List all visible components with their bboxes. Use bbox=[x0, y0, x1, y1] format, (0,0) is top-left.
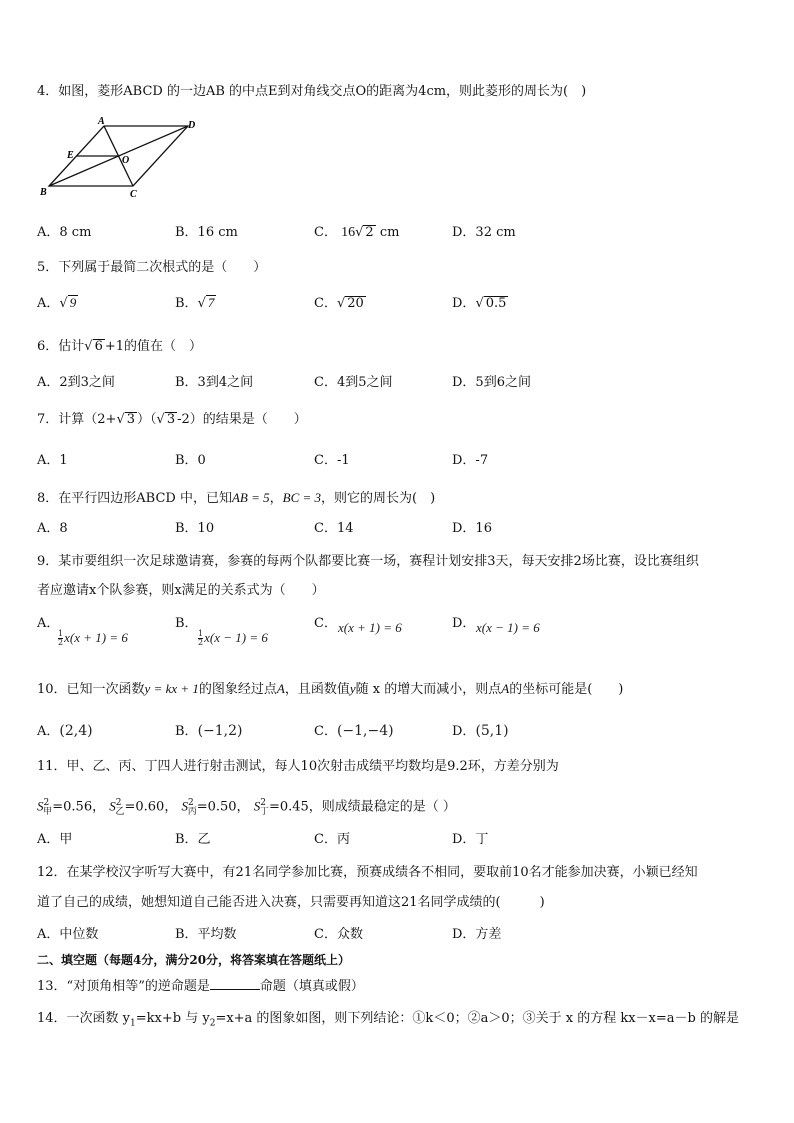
q5-option-c: C．√ 20 bbox=[314, 296, 364, 311]
q8-option-a: A．8 bbox=[37, 521, 68, 536]
label-e: E bbox=[67, 150, 74, 161]
q5-option-a: A．√ 9 bbox=[37, 295, 77, 311]
q8-option-b: B．10 bbox=[175, 521, 215, 536]
q4-option-d: D．32 cm bbox=[452, 225, 516, 240]
q12-option-c: C．众数 bbox=[314, 927, 363, 942]
q8-option-d: D．16 bbox=[452, 521, 492, 536]
q9-line1: 9．某市要组织一次足球邀请赛，参赛的每两个队都要比赛一场，赛程计划安排3天，每天安排2场比赛，设比赛组织 bbox=[37, 554, 699, 569]
q4-c-rad: 2 bbox=[365, 225, 374, 240]
q9-option-c: x(x + 1) = 6 bbox=[338, 620, 402, 635]
q10-stem: 10．已知一次函数y = kx + 1的图象经过点A，且函数值y随 x 的增大而减小，则点A的坐标可能是( ) bbox=[37, 681, 624, 697]
q4-option-b: B．16 cm bbox=[175, 225, 238, 240]
q10-option-a: A．(2,4) bbox=[37, 723, 93, 739]
q9-line2: 者应邀请x个队参赛，则x满足的关系式为（ ） bbox=[37, 583, 325, 598]
q12-line2: 道了自己的成绩，她想知道自己能否进入决赛，只需要再知道这21名同学成绩的( ) bbox=[37, 895, 545, 910]
q11-line2: $S^2_甲=0.56$， $S^2_乙=0.60$， $S^2_丙=0.50$， $S^2_丁=0.45$，则成绩最稳定的是（ ） bbox=[37, 798, 456, 817]
q8-stem: 8．在平行四边形ABCD 中，已知AB = 5，BC = 3，则它的周长为( ) bbox=[37, 490, 436, 506]
label-c: C bbox=[130, 189, 137, 200]
q6-stem: 6．估计√ 6 +1的值在（ ） bbox=[37, 339, 203, 354]
q4-option-c-label: C． bbox=[314, 225, 337, 240]
q6-option-d: D．5到6之间 bbox=[452, 375, 531, 390]
q12-line1: 12．在某学校汉字听写大赛中，有21名同学参加比赛，预赛成绩各不相同，要取前10名才能参加决赛，小颖已经知 bbox=[37, 865, 698, 880]
q9-option-b: $\frac{1}{2}$ x(x − 1) = 6 bbox=[198, 629, 268, 647]
q9-option-b-label: B． bbox=[175, 616, 198, 631]
q11-option-a: A．甲 bbox=[37, 832, 73, 847]
q10-option-b: B．(−1,2) bbox=[175, 723, 243, 739]
q11-option-d: D．丁 bbox=[452, 832, 489, 847]
q11-option-c: C．丙 bbox=[314, 832, 350, 847]
q4-option-a: A．8 cm bbox=[37, 225, 92, 240]
q12-option-b: B．平均数 bbox=[175, 927, 237, 942]
q6-option-a: A．2到3之间 bbox=[37, 375, 115, 390]
label-d: D bbox=[188, 120, 196, 131]
q11-option-b: B．乙 bbox=[175, 832, 211, 847]
q4-stem: 4．如图，菱形ABCD 的一边AB 的中点E到对角线交点O的距离为4cm，则此菱形的周长为( ) bbox=[37, 84, 587, 99]
q4-c-unit: cm bbox=[379, 225, 400, 240]
q9-option-d-label: D． bbox=[452, 616, 476, 631]
q7-option-c: C．-1 bbox=[314, 453, 350, 468]
q10-option-c: C．(−1,−4) bbox=[314, 723, 394, 739]
q7-stem: 7．计算（2+√ 3 ）（√ 3 -2）的结果是（ ） bbox=[37, 412, 307, 427]
q9-option-c-label: C． bbox=[314, 616, 337, 631]
label-a: A bbox=[98, 116, 105, 127]
label-b: B bbox=[40, 187, 47, 198]
q4-c-coef: 16 bbox=[341, 225, 356, 240]
section2-title: 二、填空题（每题4分，满分20分，将答案填在答题纸上） bbox=[37, 953, 351, 967]
q6-option-c: C．4到5之间 bbox=[314, 375, 393, 390]
q7-option-d: D．-7 bbox=[452, 453, 489, 468]
q13-stem: 13．“对顶角相等”的逆命题是 命题（填真或假） bbox=[37, 979, 364, 994]
q12-option-d: D．方差 bbox=[452, 927, 502, 942]
q5-stem: 5．下列属于最简二次根式的是（ ） bbox=[37, 260, 267, 275]
q5-option-d: D．√ 0.5 bbox=[452, 296, 507, 311]
q8-option-c: C．14 bbox=[314, 521, 354, 536]
rhombus-figure bbox=[36, 114, 206, 202]
q7-option-b: B．0 bbox=[175, 453, 206, 468]
q14-stem: 14．一次函数 $y_1=kx+b$ 与 $y_2=x+a$ 的图象如图，则下列结论：①k＜0；②a＞0；③关于 x 的方程 kx－x=a－b 的解是 bbox=[37, 1011, 739, 1029]
q11-line1: 11．甲、乙、丙、丁四人进行射击测试，每人10次射击成绩平均数均是9.2环，方差分别为 bbox=[37, 759, 559, 774]
q7-option-a: A．1 bbox=[37, 453, 68, 468]
q13-answer-blank[interactable] bbox=[210, 977, 260, 990]
q12-option-a: A．中位数 bbox=[37, 927, 99, 942]
q9-option-d: x(x − 1) = 6 bbox=[476, 620, 540, 635]
q5-option-b: B．√ 7 bbox=[175, 295, 215, 311]
q4-option-c: C． 16√ 2 cm bbox=[314, 225, 400, 240]
q10-option-d: D．(5,1) bbox=[452, 723, 509, 739]
q9-option-a-label: A． bbox=[37, 616, 60, 631]
label-o: O bbox=[122, 155, 130, 166]
q9-option-a: $\frac{1}{2}$ x(x + 1) = 6 bbox=[58, 629, 128, 647]
q6-option-b: B．3到4之间 bbox=[175, 375, 254, 390]
